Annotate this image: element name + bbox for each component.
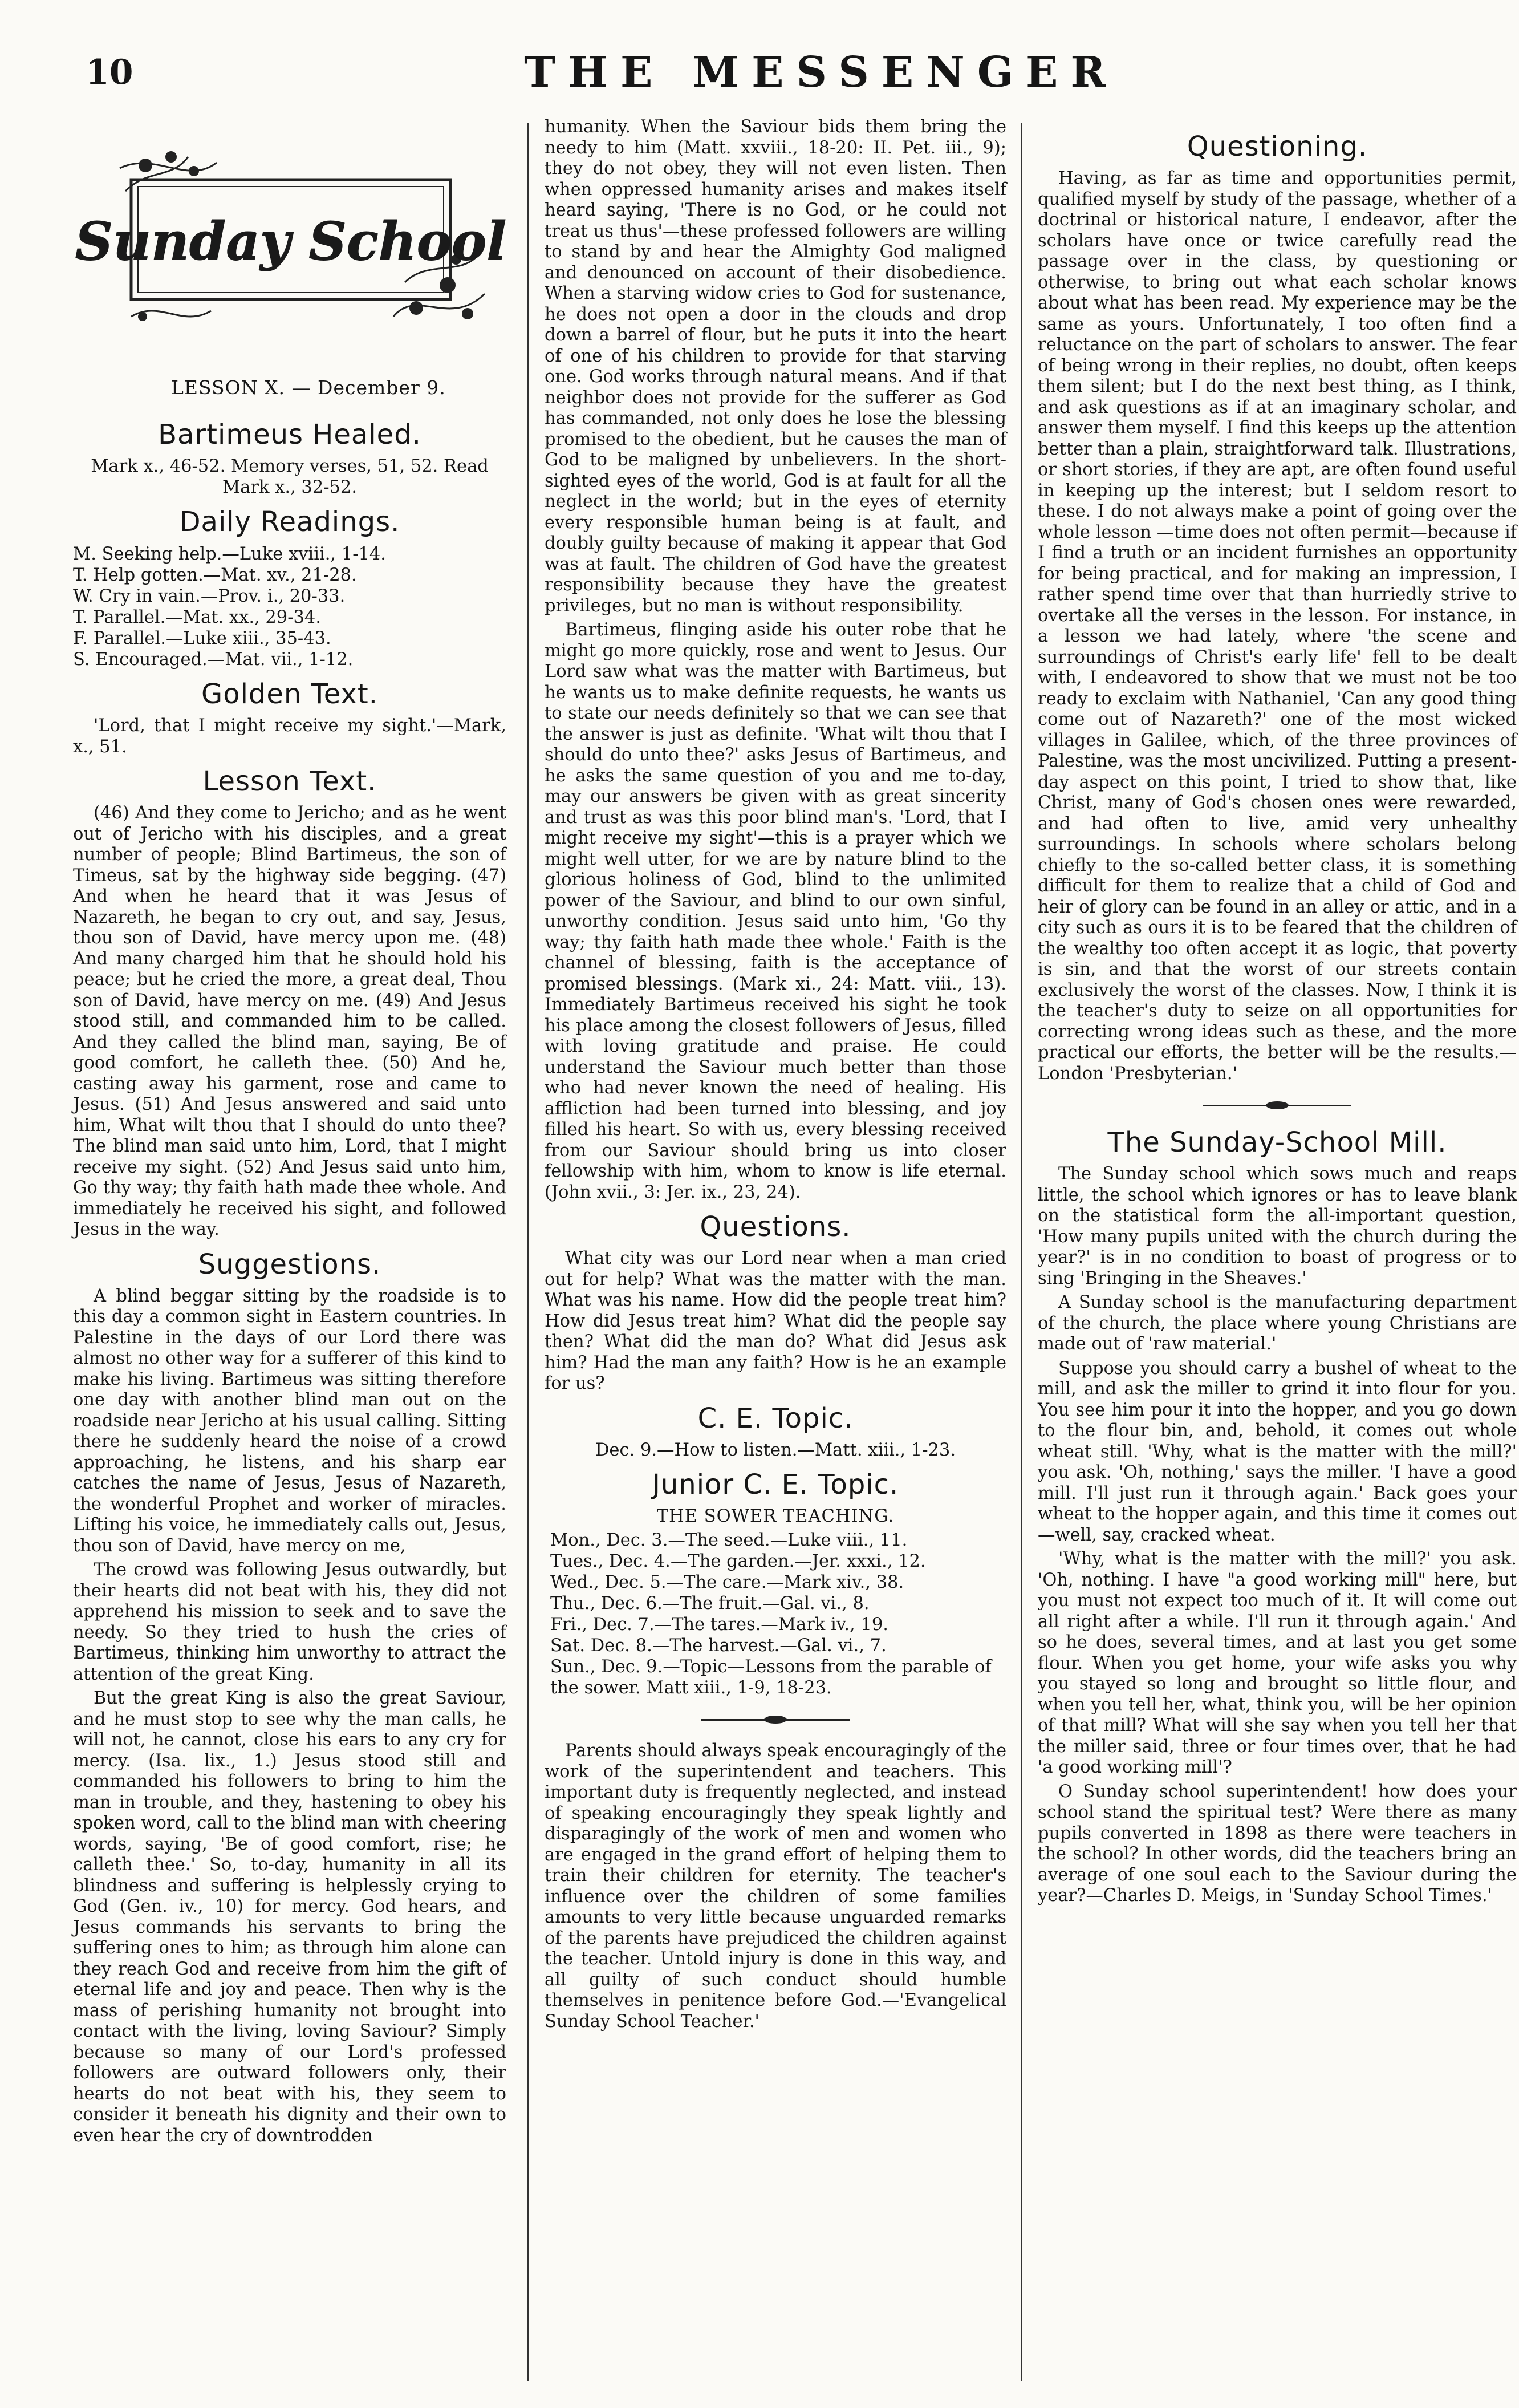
list-item: Fri., Dec. 7.—The tares.—Mark iv., 19. (550, 1615, 888, 1635)
golden-text-heading: Golden Text. (201, 678, 378, 710)
column-1 (73, 411, 506, 2150)
section-separator (1203, 1100, 1351, 1110)
paragraph: Bartimeus, flinging aside his outer robe that he might go more quickly, rose and went to Jesus. Our Lord saw what was the matter with Bartimeus, but he wants us to make definite requests, he wants us to state our needs definitely so that we can see that the answer is just as definite. 'What wilt thou that I should do unto thee?' asks Jesus of Bartimeus, and he asks the same question of you and me to-day, may our answers be given with as great sincerity and trust as was this poor blind man's. 'Lord, that I might receive my sight'—this is a prayer which we might well utter, for we are by nature blind to the glorious holiness of God, blind to the unlimited power of the Saviour, and blind to our own sinful, unworthy condition. Jesus said unto him, 'Go thy way; thy faith hath made thee whole.' Faith is the channel of blessing, faith is the acceptance of promised blessings. (Mark xi., 24: Matt. viii., 13). Immediately Bartimeus received his sight he took his place among the closest followers of Jesus, filled with loving gratitude and praise. He could understand the Saviour much better than those who had never known the need of healing. His affliction had been turned into blessing, and joy filled his heart. So with us, every blessing received from our Saviour should bring us into closer fellowship with him, whom to know is life eternal. (John xvii., 3: Jer. ix., 23, 24). (545, 620, 1006, 1202)
daily-readings-list (73, 544, 506, 670)
lesson-title: Bartimeus Healed. (158, 419, 421, 451)
golden-text: 'Lord, that I might receive my sight.'—Mark, x., 51. (73, 716, 506, 757)
page-number: 10 (86, 52, 133, 92)
column-3 (1038, 123, 1517, 1910)
list-item: Sat. Dec. 8.—The harvest.—Gal. vi., 7. (550, 1636, 887, 1656)
sunday-school-banner (75, 145, 507, 334)
junior-ce-heading: Junior C. E. Topic. (652, 1469, 899, 1501)
mill-heading: The Sunday-School Mill. (1107, 1126, 1447, 1158)
masthead-title: THE MESSENGER (524, 48, 1118, 97)
questions-text: What city was our Lord near when a man cried out for help? What was the matter with the man. What was his name. How did the people treat him? How did Jesus treat him? What did the people say then? What did the man do? What did Jesus ask him? Had the man any faith? How is he an example for us? (545, 1248, 1006, 1393)
list-item: F. Parallel.—Luke xiii., 35-43. (73, 629, 331, 648)
column-2 (545, 117, 1006, 2036)
paragraph: Suppose you should carry a bushel of wheat to the mill, and ask the miller to grind it into flour for you. You see him pour it into the hopper, and you go down to the flour bin, and, behold, it comes out whole wheat still. 'Why, what is the matter with the mill?' you ask. 'Oh, nothing,' says the miller. 'I have a good mill. I'll just run it through again.' Back goes your wheat to the hopper again, and this time it comes out —well, say, cracked wheat. (1038, 1358, 1517, 1545)
list-item: Mon., Dec. 3.—The seed.—Luke viii., 11. (550, 1530, 908, 1550)
list-item: Tues., Dec. 4.—The garden.—Jer. xxxi., 12. (550, 1551, 926, 1571)
list-item: M. Seeking help.—Luke xviii., 1-14. (73, 544, 386, 564)
list-item: T. Help gotten.—Mat. xv., 21-28. (73, 565, 357, 585)
questions-heading: Questions. (700, 1211, 851, 1243)
column-rule (1021, 123, 1022, 2381)
lesson-reference: Mark x., 46-52. Memory verses, 51, 52. Read Mark x., 32-52. (91, 456, 489, 497)
banner-text: Sunday School (75, 210, 507, 272)
paragraph: The crowd was following Jesus outwardly, but their hearts did not beat with his, they did not apprehend his mission to seek and to save the needy. So they tried to hush the cries of Bartimeus, thinking him unworthy to attract the attention of the great King. (73, 1560, 506, 1684)
paragraph: 'Why, what is the matter with the mill?' you ask. 'Oh, nothing. I have "a good working mill" here, but you must not expect too much of it. It will come out all right after a while. I'll run it through again.' And so he does, several times, and at last you get some flour. When you get home, your wife asks you why you stayed so long and brought so little flour, and when you tell her, what, think you, will be her opinion of that mill? What will she say when you tell her that the miller said, three or four times over, that he had 'a good working mill'? (1038, 1549, 1517, 1777)
paragraph: The Sunday school which sows much and reaps little, the school which ignores or has to leave blank on the statistical form the all-important question, 'How many pupils united with the church during the year?' is in no condition to boast of progress or to sing 'Bringing in the Sheaves.' (1038, 1164, 1517, 1288)
ce-topic-heading: C. E. Topic. (697, 1402, 854, 1434)
junior-ce-subheading: THE SOWER TEACHING. (656, 1506, 895, 1526)
paragraph: A Sunday school is the manufacturing department of the church, the place where young Christians are made out of 'raw material.' (1038, 1292, 1517, 1354)
daily-readings-heading: Daily Readings. (179, 506, 400, 538)
parents-note: Parents should always speak encouragingly of the work of the superintendent and teachers. This important duty is frequently neglected, and instead of speaking encouragingly they speak lightly and disparagingly of the work of men and women who are engaged in the grand effort of helping them to train their children for eternity. The teacher's influence over the children of some families amounts to very little because unguarded remarks of the parents have prejudiced the children against the teacher. Untold injury is done in this way, and all guilty of such conduct should humble themselves in penitence before God.—'Evangelical Sunday School Teacher.' (545, 1741, 1006, 2032)
paragraph: But the great King is also the great Saviour, and he must stop to see why the man calls, he will not, he cannot, close his ears to any cry for mercy. (Isa. lix., 1.) Jesus stood still and commanded his followers to bring to him the man in trouble, and they, hastening to obey his spoken word, call to the blind man with cheering words, saying, 'Be of good comfort, rise; he calleth thee.' So, to-day, humanity in all its blindness and suffering is helplessly crying to God (Gen. iv., 10) for mercy. God hears, and Jesus commands his servants to bring the suffering ones to him; as through him alone can they reach God and receive from him the gift of eternal life and joy and peace. Then why is the mass of perishing humanity not brought into contact with the living, loving Saviour? Simply because so many of our Lord's professed followers are outward followers only, their hearts do not beat with his, they seem to consider it beneath his dignity and their own to even hear the cry of downtrodden (73, 1688, 506, 2146)
suggestions-heading: Suggestions. (198, 1248, 381, 1280)
lesson-text: (46) And they come to Jericho; and as he went out of Jericho with his disciples, and a great number of people; Blind Bartimeus, the son of Timeus, sat by the highway side begging. (47) And when he heard that it was Jesus of Nazareth, he began to cry out, and say, Jesus, thou son of David, have mercy upon me. (48) And many charged him that he should hold his peace; but he cried the more, a great deal, Thou son of David, have mercy on me. (49) And Jesus stood still, and commanded him to be called. And they called the blind man, saying, Be of good comfort, he calleth thee. (50) And he, casting away his garment, rose and came to Jesus. (51) And Jesus answered and said unto him, What wilt thou that I should do unto thee? The blind man said unto him, Lord, that I might receive my sight. (52) And Jesus said unto him, Go thy way; thy faith hath made thee whole. And immediately he received his sight, and followed Jesus in the way. (73, 803, 506, 1239)
list-item: Thu., Dec. 6.—The fruit.—Gal. vi., 8. (550, 1594, 870, 1614)
paragraph: humanity. When the Saviour bids them bring the needy to him (Matt. xxviii., 18-20: II. Pet. iii., 9); they do not obey, they will not even listen. Then when oppressed humanity arises and makes itself heard saying, 'There is no God, or he could not treat us thus'—these professed followers are willing to stand by and hear the Almighty God maligned and denounced on account of their disobedience. When a starving widow cries to God for sustenance, he does not open a door in the clouds and drop down a barrel of flour, but he puts it into the heart of one of his children to provide for that starving one. God works through natural means. And if that neighbor does not provide for the sufferer as God has commanded, not only does he lose the blessing promised to the obedient, but he causes the man of God to be maligned by unbelievers. In the short-sighted eyes of the world, God is at fault for all the neglect in the world; but in the eyes of eternity every responsible human being is at fault, and doubly guilty because of making it appear that God was at fault. The children of God have the greatest responsibility because they have the greatest privileges, but no man is without responsibility. (545, 117, 1006, 616)
ce-topic-text: Dec. 9.—How to listen.—Matt. xiii., 1-23. (595, 1440, 956, 1460)
paragraph: A blind beggar sitting by the roadside is to this day a common sight in Eastern countries. In Palestine in the days of our Lord there was almost no other way for a sufferer of this kind to make his living. Bartimeus was sitting therefore one day with another blind man out on the roadside near Jericho at his usual calling. Sitting there he suddenly heard the noise of a crowd approaching, he listens, and his sharp ear catches the name of Jesus, Jesus of Nazareth, the wonderful Prophet and worker of miracles. Lifting his voice, he immediately calls out, Jesus, thou son of David, have mercy on me, (73, 1286, 506, 1556)
list-item: W. Cry in vain.—Prov. i., 20-33. (73, 586, 346, 606)
list-item: Sun., Dec. 9.—Topic—Lessons from the parable of the sower. Matt xiii., 1-9, 18-23. (550, 1657, 992, 1698)
paragraph: O Sunday school superintendent! how does your school stand the spiritual test? Were there as many pupils converted in 1898 as there were teachers in the school? In other words, did the teachers bring an average of one soul each to the Saviour during the year?—Charles D. Meigs, in 'Sunday School Times.' (1038, 1781, 1517, 1906)
list-item: Wed., Dec. 5.—The care.—Mark xiv., 38. (550, 1572, 904, 1592)
list-item: T. Parallel.—Mat. xx., 29-34. (73, 607, 322, 627)
column-rule (527, 123, 529, 2381)
junior-ce-list (545, 1530, 1006, 1698)
questioning-text: Having, as far as time and opportunities permit, qualified myself by study of the passage, whether of a doctrinal or historical nature, I endeavor, after the scholars have once or twice carefully read the passage over in the class, by questioning or otherwise, to bring out what each scholar knows about what has been read. My experience may be the same as yours. Unfortunately, I too often find a reluctance on the part of scholars to answer. The fear of being wrong in their replies, no doubt, often keeps them silent; but I do the next best thing, as I think, and ask questions as if at an imaginary scholar, and answer them myself. I find this keeps up the attention better than a plain, straightforward talk. Illustrations, or short stories, if they are apt, are often found useful in keeping up the interest; but I seldom resort to these. I do not always make a point of going over the whole lesson —time does not often permit—because if I find a truth or an incident furnishes an opportunity for being practical, and for making an impression, I rather spend time over that than hurriedly strive to overtake all the verses in the lesson. For instance, in a lesson we had lately, where 'the scene and surroundings of Christ's early life' fell to be dealt with, I endeavored to show that we must not be too ready to exclaim with Nathaniel, 'Can any good thing come out of Nazareth?' one of the most wicked villages in Galilee, which, of the three provinces of Palestine, was the most uncivilized. Putting a present-day aspect on this point, I tried to show that, like Christ, many of God's chosen ones were rewarded, and had often to live, amid very unhealthy surroundings. In schools where scholars belong chiefly to the so-called better class, it is something difficult for them to realize that a child of God and heir of glory can be found in an alley or attic, and in a city such as ours it is to be feared that the children of the wealthy too often accept it as logic, that poverty is sin, and that the worst of our streets contain exclusively the worst of the classes. Now, I think it is the teacher's duty to seize on all opportunities for correcting wrong ideas such as these, and the more practical our efforts, the better will be the results.—London 'Presbyterian.' (1038, 168, 1517, 1084)
section-separator (701, 1714, 850, 1725)
lesson-text-heading: Lesson Text. (202, 765, 377, 797)
list-item: S. Encouraged.—Mat. vii., 1-12. (73, 650, 354, 670)
questioning-heading: Questioning. (1187, 131, 1368, 163)
lesson-number: LESSON X. — December 9. (171, 376, 446, 399)
